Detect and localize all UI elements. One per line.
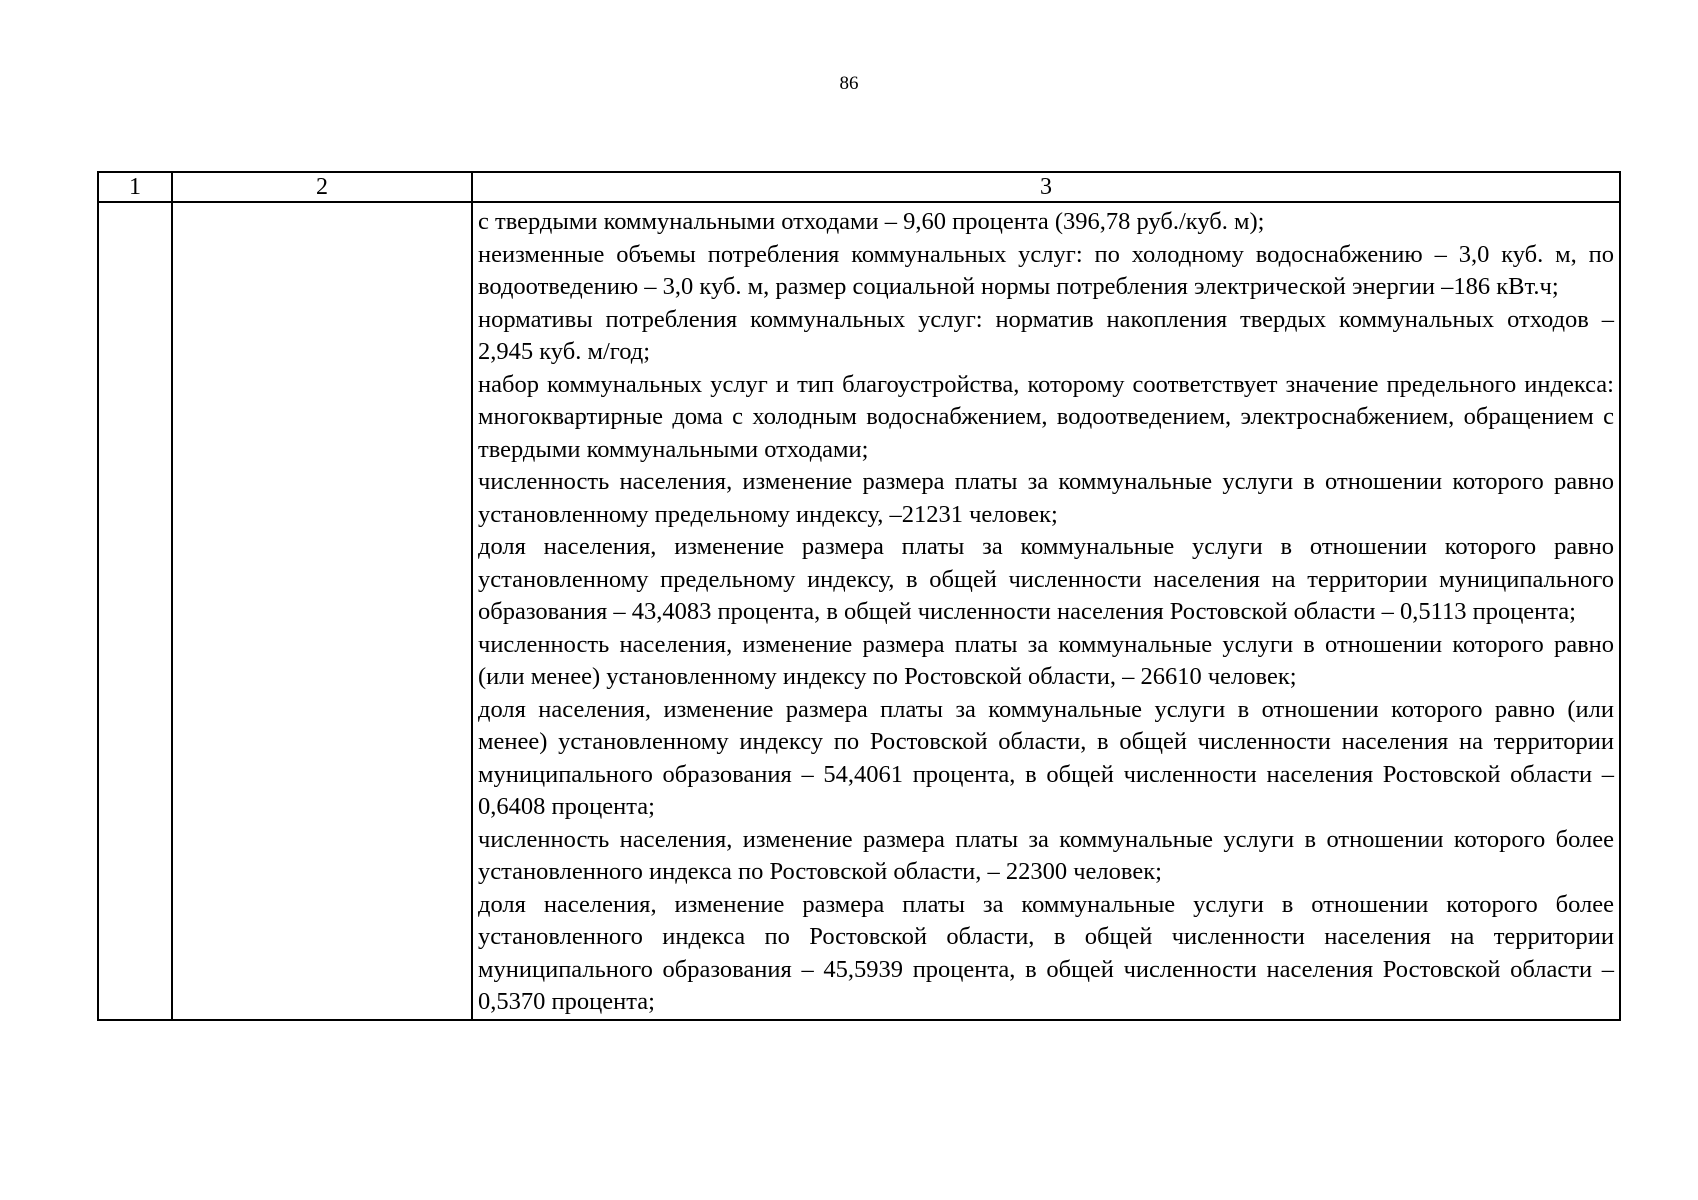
paragraph-share-above: доля населения, изменение размера платы за коммунальные услуги в отношении которого более установленного индекса по Ростовской области, в общей численности населения на территории муниципального образования – 45,5939 процента, в общей численности населения Ростовской области – 0,5370 процента; (478, 890, 1614, 1015)
paragraph-solid-waste: с твердыми коммунальными отходами – 9,60 процента (396,78 руб./куб. м); (478, 208, 1265, 235)
header-column-3: 3 (472, 172, 1620, 202)
table-header-row (98, 172, 1620, 202)
header-column-1: 1 (98, 172, 172, 202)
cell-column-1 (98, 202, 172, 1020)
paragraph-population-equal-limit: численность населения, изменение размера платы за коммунальные услуги в отношении которого равно установленному предельному индексу, –21231 человек; (478, 468, 1614, 528)
header-column-2: 2 (172, 172, 472, 202)
cell-column-2 (172, 202, 472, 1020)
paragraph-utility-set: набор коммунальных услуг и тип благоустройства, которому соответствует значение предельного индекса: многоквартирные дома с холодным водоснабжением, водоотведением, электроснабжением, обращением с твердыми коммунальными отходами; (478, 370, 1614, 463)
paragraph-consumption-norms: нормативы потребления коммунальных услуг: норматив накопления твердых коммунальных отходов – 2,945 куб. м/год; (478, 305, 1614, 365)
table-row (98, 202, 1620, 1020)
paragraph-share-equal-limit: доля населения, изменение размера платы за коммунальные услуги в отношении которого равно установленному предельному индексу, в общей численности населения на территории муниципального образования – 43,4083 процента, в общей численности населения Ростовской области – 0,5113 процента; (478, 533, 1614, 625)
page-number: 86 (839, 73, 859, 94)
paragraph-population-above: численность населения, изменение размера платы за коммунальные услуги в отношении которого более установленного индекса по Ростовской области, – 22300 человек; (478, 825, 1614, 885)
paragraph-share-equal-or-less: доля населения, изменение размера платы за коммунальные услуги в отношении которого равно (или менее) установленному индексу по Ростовской области, в общей численности населения на территории муниципального образования – 54,4061 процента, в общей численности населения Ростовской области – 0,6408 процента; (478, 695, 1614, 820)
cell-column-3 (472, 202, 1620, 1020)
paragraph-consumption-volumes: неизменные объемы потребления коммунальных услуг: по холодному водоснабжению – 3,0 куб. м, по водоотведению – 3,0 куб. м, размер социальной нормы потребления электрической энергии –186 кВт.ч; (478, 240, 1614, 300)
document-table (97, 171, 1621, 1021)
paragraph-population-equal-or-less: численность населения, изменение размера платы за коммунальные услуги в отношении которого равно (или менее) установленному индексу по Ростовской области, – 26610 человек; (478, 630, 1614, 690)
